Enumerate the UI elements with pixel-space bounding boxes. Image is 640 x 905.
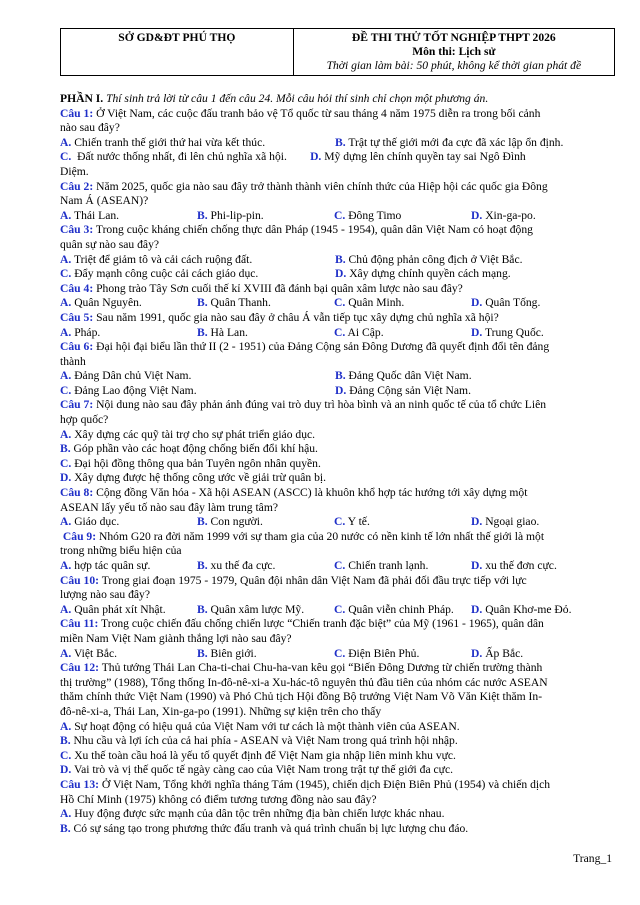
option-b: Đảng Quốc dân Việt Nam. (348, 369, 472, 383)
option-letter: B. (335, 369, 346, 383)
option-letter: B. (197, 646, 208, 660)
option-letter: D. (335, 267, 347, 281)
option-a: hợp tác quân sự. (74, 559, 151, 572)
question-text: Nội dung nào sau đây phản ánh đúng vai trò duy trì hòa bình và an ninh quốc tế của tổ chức Liên (96, 398, 547, 412)
option-c: Đông Timo (348, 208, 402, 222)
exam-title-cell (293, 29, 614, 76)
option-b: Biên giới. (210, 646, 257, 660)
option-c: Xu thế toàn cầu hoá là yếu tố quyết định để Việt Nam gia nhập liên minh khu vực. (74, 748, 456, 762)
option-row (60, 471, 615, 486)
option-letter: C. (60, 748, 72, 762)
option-letter: B. (60, 821, 71, 835)
option-letter: A. (60, 135, 72, 149)
option-b: Con người. (210, 515, 263, 529)
exam-subject: Môn thi: Lịch sử (412, 45, 496, 58)
question-text-cont: ASEAN lấy yếu tố nào sau đây làm trung tâm? (60, 500, 278, 514)
options-row (60, 209, 615, 224)
question-text: Ở Việt Nam, Tổng khởi nghĩa tháng Tám (1945), chiến dịch Điện Biên Phủ (1954) và chiến dịch (101, 777, 551, 791)
page-number: Trang_1 (573, 852, 612, 865)
question-text: Cộng đồng Văn hóa - Xã hội ASEAN (ASCC) là khuôn khổ hợp tác hướng tới xây dựng một (96, 486, 528, 500)
option-row (60, 822, 615, 837)
option-row (60, 807, 615, 822)
option-c: Điện Biên Phủ. (348, 646, 420, 660)
question-label: Câu 1: (60, 106, 94, 120)
option-letter: D. (310, 150, 322, 164)
question-text-cont: thăm chính thức Việt Nam (1990) và Phó Chủ tịch Hội đồng Bộ trưởng Việt Nam Võ Văn Kiệt thăm In- (60, 690, 543, 704)
option-letter: C. (334, 646, 346, 660)
question-label: Câu 7: (60, 398, 94, 412)
option-a: Quân Nguyên. (74, 296, 142, 310)
part-label: PHẦN I. (60, 92, 104, 105)
option-letter: D. (471, 296, 483, 310)
option-letter: A. (60, 427, 72, 441)
question-text: Trong giai đoạn 1975 - 1979, Quân đội nhân dân Việt Nam đã phải đối đầu trực tiếp với lực (101, 573, 527, 587)
option-letter: A. (60, 369, 72, 383)
option-letter: C. (334, 208, 346, 222)
option-a: Thái Lan. (73, 208, 120, 222)
question-9 (60, 530, 615, 545)
option-d: Xây dựng được hệ thống công ước về giải trừ quân bị. (74, 471, 327, 485)
options-row (60, 559, 615, 574)
option-c: Đẩy mạnh công cuộc cải cách giáo dục. (74, 267, 259, 281)
option-d: Mỹ dựng lên chính quyền tay sai Ngô Đình (324, 150, 526, 164)
option-letter: A. (60, 602, 72, 616)
option-b: Phi-lip-pin. (210, 208, 264, 222)
option-letter: A. (60, 325, 72, 339)
option-a: Quân phát xít Nhật. (74, 602, 166, 616)
option-letter: B. (60, 442, 71, 456)
option-letter: C. (60, 456, 72, 470)
option-b: Góp phần vào các hoạt động chống biến đổi khí hậu. (73, 442, 318, 456)
option-letter: D. (471, 602, 483, 616)
question-3 (60, 223, 615, 238)
option-letter: A. (60, 807, 72, 821)
question-1 (60, 107, 615, 122)
option-letter: C. (334, 602, 346, 616)
option-d: Xây dựng chính quyền cách mạng. (349, 267, 511, 281)
question-11 (60, 617, 615, 632)
question-text: Nhóm G20 ra đời năm 1999 với sự tham gia của 20 nước có nền kinh tế lớn nhất thế giới là một (99, 529, 545, 543)
option-d: xu thế đơn cực. (485, 559, 557, 572)
option-b: Hà Lan. (210, 325, 248, 339)
question-text-cont: hợp quốc? (60, 413, 109, 427)
questions (60, 92, 615, 836)
options-row (60, 253, 615, 268)
option-d: Xin-ga-po. (485, 208, 536, 222)
option-letter: B. (197, 325, 208, 339)
question-text-cont: Hồ Chí Minh (1975) không có điểm tương tương đồng nào sau đây? (60, 792, 377, 806)
question-label: Câu 2: (60, 179, 94, 193)
question-7 (60, 398, 615, 413)
options-row (60, 369, 615, 384)
option-letter: C. (334, 515, 346, 529)
option-a: Việt Bắc. (73, 646, 118, 660)
option-row (60, 749, 615, 764)
option-letter: A. (60, 208, 72, 222)
exam-time: Thời gian làm bài: 50 phút, không kể thời gian phát đề (326, 59, 582, 72)
option-letter: C. (334, 296, 346, 310)
options-row (60, 326, 615, 341)
options-row (60, 384, 615, 399)
option-letter: B. (335, 252, 346, 266)
option-b: xu thế đa cực. (210, 559, 276, 572)
option-b: Nhu cầu và lợi ích của cả hai phía - ASEAN và Việt Nam trong quá trình hội nhập. (73, 734, 458, 748)
question-text-cont: Nam Á (ASEAN)? (60, 194, 149, 208)
option-d: Vai trò và vị thế quốc tế ngày càng cao của Việt Nam trong trật tự thế giới đa cực. (73, 763, 453, 777)
question-text-cont: lượng nào sau đây? (60, 588, 151, 602)
option-letter: C. (60, 383, 72, 397)
question-label: Câu 10: (60, 573, 99, 587)
option-c: Đất nước thống nhất, đi lên chủ nghĩa xã hội. (77, 150, 287, 164)
question-text: Phong trào Tây Sơn cuối thế kỉ XVIII đã đánh bại quân xâm lược nào sau đây? (96, 281, 463, 295)
options-row (60, 267, 615, 282)
exam-header (60, 28, 615, 76)
question-label: Câu 11: (60, 617, 99, 631)
option-a: Đảng Dân chủ Việt Nam. (74, 369, 192, 383)
option-a: Chiến tranh thế giới thứ hai vừa kết thúc. (74, 135, 266, 149)
option-b: Trật tự thế giới mới đa cực đã xác lập ổn định. (348, 135, 564, 149)
question-label: Câu 13: (60, 777, 99, 791)
question-text-cont: miền Nam Việt Nam giành thắng lợi nào sau đây? (60, 631, 292, 645)
options-row (60, 296, 615, 311)
option-letter: C. (60, 267, 72, 281)
option-c: Đại hội đồng thông qua bản Tuyên ngôn nhân quyền. (74, 456, 321, 470)
options-row (60, 515, 615, 530)
question-6 (60, 340, 615, 355)
option-c: Quân Minh. (348, 296, 405, 310)
question-text: Đại hội đại biểu lần thứ II (2 - 1951) của Đảng Cộng sản Đông Dương đã quyết định đổi tên đảng (96, 340, 550, 354)
option-letter: C. (334, 325, 346, 339)
options-row (60, 603, 615, 618)
option-c: Quân viễn chinh Pháp. (348, 602, 454, 616)
option-letter: A. (60, 296, 72, 310)
question-text: Ở Việt Nam, các cuộc đấu tranh bảo vệ Tổ quốc từ sau tháng 4 năm 1975 diễn ra trong bối cảnh (96, 106, 541, 120)
question-4 (60, 282, 615, 297)
option-row (60, 763, 615, 778)
option-d: Quân Khơ-me Đỏ. (485, 602, 572, 616)
option-a: Sự hoạt động có hiệu quả của Việt Nam với tư cách là một thành viên của ASEAN. (74, 719, 460, 733)
option-letter: D. (335, 383, 347, 397)
option-a: Triệt để giảm tô và cải cách ruộng đất. (73, 252, 253, 266)
option-a: Huy động được sức mạnh của dân tộc trên những địa bàn chiến lược khác nhau. (74, 807, 445, 821)
question-label: Câu 5: (60, 310, 94, 324)
option-letter: A. (60, 719, 72, 733)
option-letter: D. (471, 515, 483, 529)
question-label: Câu 12: (60, 661, 99, 675)
exam-title: ĐỀ THI THỬ TỐT NGHIỆP THPT 2026 (351, 31, 556, 44)
question-text-cont: trong những biểu hiện của (60, 544, 182, 558)
question-text-cont: thành (60, 354, 86, 368)
option-a: Pháp. (74, 325, 101, 339)
question-text: Trong cuộc kháng chiến chống thực dân Pháp (1945 - 1954), quân dân Việt Nam có hoạt động (95, 223, 533, 237)
option-letter: D. (471, 325, 483, 339)
option-b: Có sự sáng tạo trong phương thức đấu tranh và quá trình chuẩn bị lực lượng chu đáo. (73, 821, 469, 835)
option-letter: B. (197, 515, 208, 529)
option-c: Y tế. (347, 515, 370, 529)
question-label: Câu 8: (60, 486, 94, 500)
option-row (60, 457, 615, 472)
question-text: Năm 2025, quốc gia nào sau đây trở thành thành viên chính thức của Hiệp hội các quốc gia Đông (96, 179, 548, 193)
options-row (60, 150, 615, 165)
option-a: Xây dựng các quỹ tài trợ cho sự phát triển giáo dục. (74, 427, 316, 441)
option-letter: B. (60, 734, 71, 748)
option-row (60, 442, 615, 457)
question-label: Câu 9: (62, 529, 97, 543)
option-letter: A. (60, 515, 72, 529)
question-10 (60, 574, 615, 589)
option-letter: D. (60, 763, 72, 777)
question-2 (60, 180, 615, 195)
option-letter: D. (60, 471, 72, 485)
option-d: Đảng Cộng sản Việt Nam. (349, 383, 471, 397)
option-d: Ấp Bắc. (485, 646, 524, 660)
department-name: SỞ GD&ĐT PHÚ THỌ (61, 29, 294, 76)
question-text: Sau năm 1991, quốc gia nào sau đây ở châu Á vẫn tiếp tục xây dựng chủ nghĩa xã hội? (96, 310, 499, 324)
question-label: Câu 3: (60, 223, 94, 237)
option-letter: B. (197, 296, 208, 310)
option-letter: D. (471, 208, 483, 222)
part-instruction: Thí sinh trả lời từ câu 1 đến câu 24. Mỗi câu hỏi thí sinh chỉ chọn một phương án. (106, 92, 489, 105)
question-text-cont: quân sự nào sau đây? (60, 237, 160, 251)
question-12 (60, 661, 615, 676)
question-8 (60, 486, 615, 501)
option-letter: A. (60, 252, 72, 266)
option-letter: D. (471, 646, 483, 660)
question-label: Câu 6: (60, 340, 94, 354)
option-d: Quân Tống. (485, 296, 541, 310)
option-d: Ngoại giao. (485, 515, 540, 529)
question-text-cont: nào sau đây? (60, 121, 120, 135)
option-c: Đảng Lao động Việt Nam. (74, 383, 197, 397)
option-row (60, 734, 615, 749)
option-row (60, 720, 615, 735)
question-text: Trong cuộc chiến đấu chống chiến lược “Chiến tranh đặc biệt” của Mỹ (1961 - 1965), quân dân (101, 617, 544, 631)
option-letter: D. (471, 559, 483, 572)
part-heading (60, 92, 615, 107)
question-text-cont: thị trường” (1988), Tổng thống In-đô-nê-xi-a Xu-hác-tô nguyên thủ đầu tiên của nhóm các nước ASEAN (60, 675, 548, 689)
option-row (60, 428, 615, 443)
option-d: Trung Quốc. (484, 325, 544, 339)
option-b: Quân Thanh. (210, 296, 271, 310)
options-row (60, 647, 615, 662)
option-b: Chủ động phản công địch ở Việt Bắc. (348, 252, 523, 266)
option-letter: B. (197, 602, 208, 616)
question-13 (60, 778, 615, 793)
option-letter: A. (60, 559, 72, 572)
option-letter: B. (335, 135, 346, 149)
question-text-cont: đô-nê-xi-a, Thái Lan, Xin-ga-po (1991). Những sự kiện trên cho thấy (60, 704, 382, 718)
option-letter: B. (197, 559, 208, 572)
option-b: Quân xâm lược Mỹ. (210, 602, 305, 616)
question-5 (60, 311, 615, 326)
option-a: Giáo dục. (74, 515, 120, 529)
question-text: Thủ tướng Thái Lan Cha-ti-chai Chu-ha-van kêu gọi “Biến Đông Dương từ chiến trường thành (101, 661, 543, 675)
question-label: Câu 4: (60, 281, 94, 295)
option-letter: C. (60, 150, 72, 164)
option-letter: B. (197, 208, 208, 222)
option-letter: C. (334, 559, 346, 572)
options-row (60, 136, 615, 151)
option-c: Chiến tranh lạnh. (348, 559, 429, 572)
option-c: Ai Cập. (347, 325, 384, 339)
option-letter: A. (60, 646, 72, 660)
option-d-cont: Diệm. (60, 164, 89, 178)
